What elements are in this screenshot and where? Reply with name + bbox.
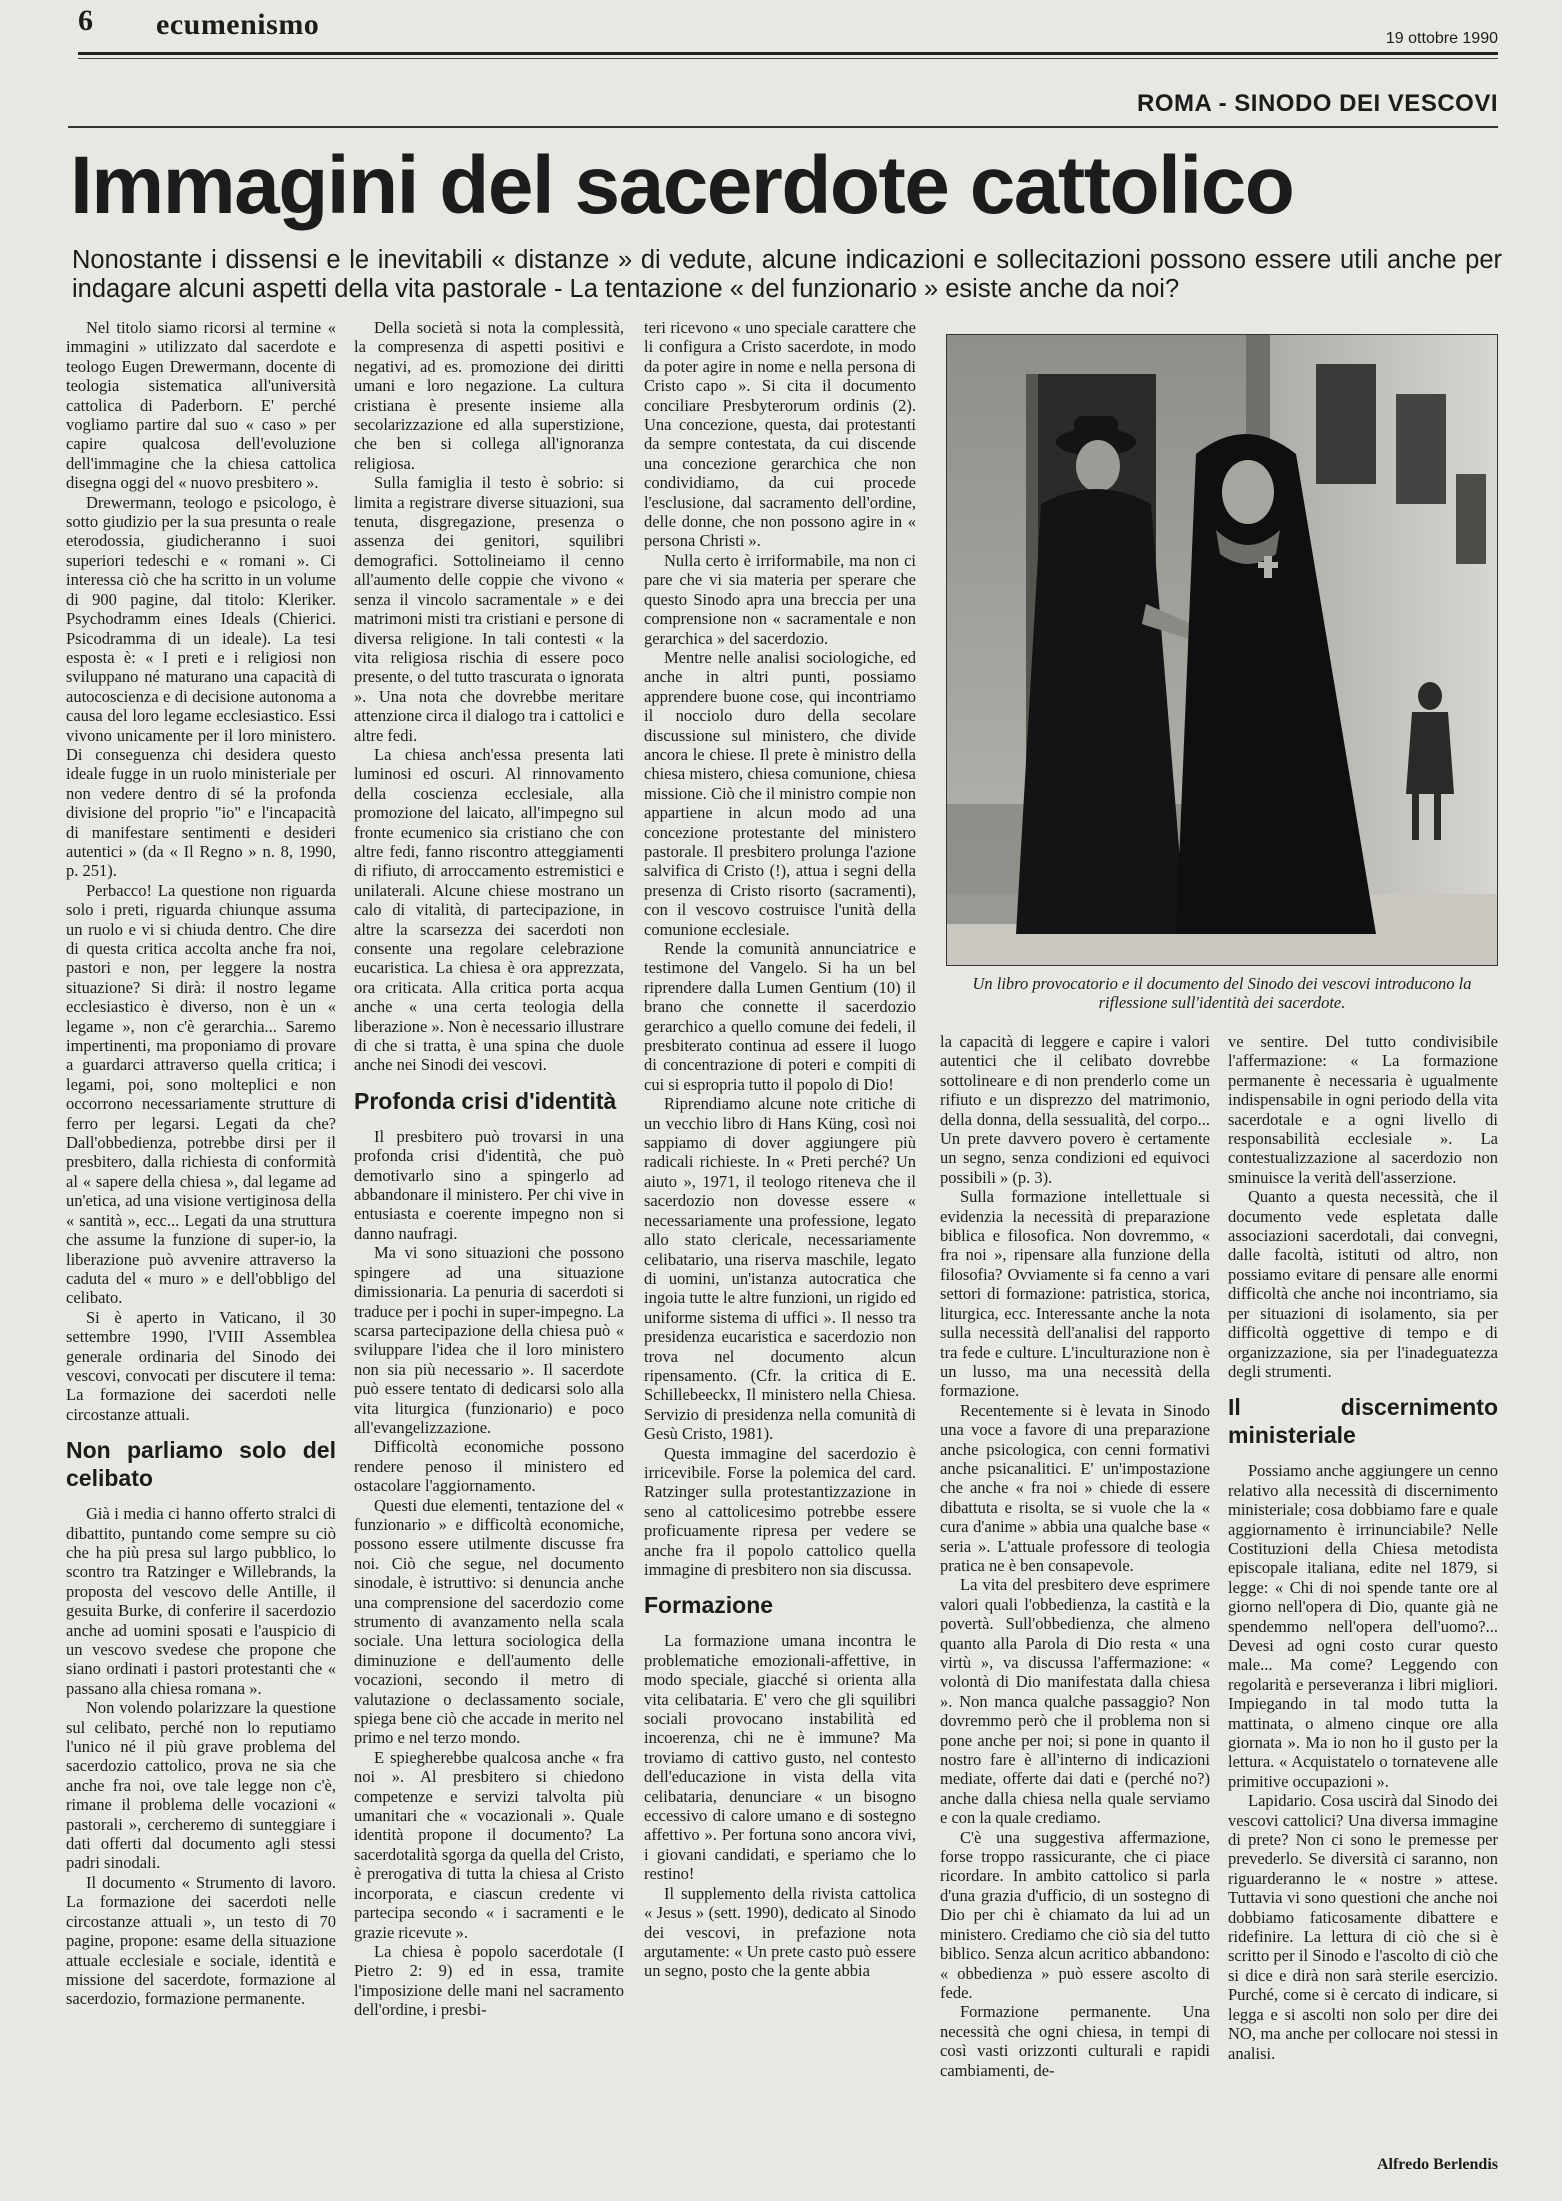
photo-window <box>1396 394 1446 504</box>
paragraph: Della società si nota la complessità, la compresenza di aspetti positivi e negativi, ad es. promozione dei diritti umani e loro negazione. La cultura cristiana è presente insieme alla secolarizzazione ed alla superstizione, che ben si collega all'ignoranza religiosa. <box>354 318 624 473</box>
paragraph: Non volendo polarizzare la questione sul celibato, perché non lo reputiamo l'unico né il più grave problema del sacerdozio cattolico, prova ne sia che anche fra noi, ove tale legge non c'è, rimane il problema delle vocazioni « pastorali », cercheremo di sunteggiare i dati offerti dal documento agli stessi padri sinodali. <box>66 1698 336 1873</box>
paragraph: Quanto a questa necessità, che il documento vede espletata dalle associazioni sacerdotali, dai convegni, dalle facoltà, istituti od altro, non possiamo evitare di pensare alle enormi difficoltà che anche noi incontriamo, sia per situazioni di isolamento, sia per difficoltà oggettive di tempo e di organizzazione, sia per l'inadeguatezza degli strumenti. <box>1228 1187 1498 1381</box>
paragraph: Drewermann, teologo e psicologo, è sotto giudizio per la sua presunta o reale eterodossia, giudicheranno i suoi superiori tedeschi e « romani ». Ci interessa ciò che ha scritto in un volume di 900 pagine, dal titolo: Kleriker. Psychodramm eines Ideals (Chierici. Psicodramma di un ideale). La tesi esposta è: « I preti e i religiosi non sviluppano né maturano una capacità di autocoscienza e di decisione autonoma a causa del loro legame ecclesiastico. Essi vivono unicamente per il loro ministero. Di conseguenza chi desidera questo ideale fugge in un ruolo ministeriale per non vedere dentro di sé la profonda divisione del proprio "io" e l'incapacità di manifestare sentimenti e desideri autentici » (da « Il Regno » n. 8, 1990, p. 251). <box>66 492 336 881</box>
paragraph: Il documento « Strumento di lavoro. La formazione dei sacerdoti nelle circostanze attuali », un testo di 70 pagine, propone: esame della situazione attuale ecclesiale e sociale, identità e missione del sacerdote, formazione al sacerdozio, formazione permanente. <box>66 1872 336 2009</box>
paragraph: la capacità di leggere e capire i valori autentici che il celibato dovrebbe sottolineare e di non prenderlo come un rifiuto e un disprezzo del matrimonio, della donna, della sessualità, del corpo... Un prete davvero povero è certamente un segno, senza condizioni ed equivoci possibili » (p. 3). <box>940 1032 1210 1187</box>
paragraph: La chiesa è popolo sacerdotale (I Pietro 2: 9) ed in essa, tramite l'imposizione delle mani nel sacramento dell'ordine, i presbi- <box>354 1941 624 2020</box>
paragraph: Recentemente si è levata in Sinodo una voce a favore di una preparazione anche psicologica, con cenni formativi anche psicanalitici. E' un'impostazione che anche « fra noi » chiede di essere dibattuta e risolta, se si vuole che la « cura d'anime » abbia una qualche base « seria ». L'attuale professore di teologia pratica ne è ben consapevole. <box>940 1400 1210 1575</box>
paragraph: Sulla famiglia il testo è sobrio: si limita a registrare diverse situazioni, sua tenuta, disgregazione, presenza o assenza dei genitori, squilibri demografici. Sottolineiamo il cenno all'aumento delle coppie che vivono « senza il vincolo sacramentale » e dei matrimoni misti tra cristiani e persone di diversa religione. In tali contesti « la vita religiosa rischia di essere poco presente, o del tutto trascurata o ignorata ». Una nota che dovrebbe meritare attenzione circa il dialogo tra i cattolici e altre fedi. <box>354 473 624 745</box>
paragraph: teri ricevono « uno speciale carattere che li configura a Cristo sacerdote, in modo da poter agire in nome e nella persona di Cristo capo ». Si cita il documento conciliare Presbyterorum ordinis (2). Una concezione, questa, dai protestanti da sempre contestata, da cui discende una concezione gerarchica che non condividiamo, da cui procede l'esclusione, dal sacramento dell'ordine, delle donne, che non possono agire in « persona Christi ». <box>644 318 916 551</box>
paragraph: Rende la comunità annunciatrice e testimone del Vangelo. Si ha un bel riprendere dalla Lumen Gentium (10) il brano che connette il sacerdozio gerarchico a quello comune dei fedeli, il presbiterato continua ad essere il luogo di concentrazione di poteri e compiti di cui si espropria tutto il popolo di Dio! <box>644 939 916 1094</box>
paragraph: Lapidario. Cosa uscirà dal Sinodo dei vescovi cattolici? Una diversa immagine di prete? Non ci sono le premesse per prevederlo. Se diversità ci saranno, non riguarderanno le « nostre » attese. Tuttavia vi sono questioni che anche noi dobbiamo faticosamente dibattere e ridefinire. La lettura di ciò che si è scritto per il Sinodo e l'ascolto di ciò che si dice e dirà non sarà sterile esercizio. Purché, come si è cercato di indicare, si legga e si ascolti non solo per dire dei NO, ma anche per collocare noi stessi in analisi. <box>1228 1791 1498 2063</box>
issue-date: 19 ottobre 1990 <box>1385 30 1498 47</box>
paragraph: E spiegherebbe qualcosa anche « fra noi ». Al presbitero si chiedono competenze e servizi talvolta più umanitari che « vocazionali ». Quale identità propone il documento? La sacerdotalità sgorga da quella del Cristo, è prerogativa di tutta la chiesa al Cristo incorporata, e ciascun credente vi partecipa secondo « i sacramenti e le grazie ricevute ». <box>354 1747 624 1942</box>
paragraph: Già i media ci hanno offerto stralci di dibattito, puntando come sempre su ciò che ha più presa sul largo pubblico, lo scontro tra Ratzinger e Willebrands, la proposta del vescovo delle Antille, il gesuita Burke, di conferire il sacerdozio anche ad uomini sposati e l'auspicio di un vescovo svedese che propone che siano ordinati i pastori protestanti che « passano alla chiesa romana ». <box>66 1504 336 1698</box>
paragraph: La vita del presbitero deve esprimere valori quali l'obbedienza, la castità e la povertà. Sull'obbedienza, che almeno quanto alla Parola di Dio resta « una virtù », va discussa l'affermazione: « volontà di Dio manifestata dalla chiesa ». Non manca qualche passaggio? Non dovremmo però che il problema non si pone anche per noi; si pone in quanto il nostro fare è all'interno di indicazioni mediate, offerte dai dati e (perché no?) anche dalla chiesa nella quale serviamo e con la quale crediamo. <box>940 1575 1210 1828</box>
paragraph: Il presbitero può trovarsi in una profonda crisi d'identità, che può demotivarlo sino a spingerlo ad abbandonare il ministero. Per chi vive in entusiasta e coerente impegno non si danno naufragi. <box>354 1126 624 1243</box>
kicker-rule <box>68 126 1498 128</box>
paragraph: Si è aperto in Vaticano, il 30 settembre 1990, l'VIII Assemblea generale ordinaria del Sinodo dei vescovi, convocati per discutere il tema: La formazione dei sacerdoti nelle circostanze attuali. <box>66 1307 336 1424</box>
section-name: ecumenismo <box>156 8 320 41</box>
photo-clergy <box>946 334 1498 966</box>
paragraph: ve sentire. Del tutto condivisibile l'affermazione: « La formazione permanente è necessaria è ugualmente indispensabile in ogni periodo della vita sacerdotale e a ogni livello di responsabilità ecclesiale ». La contestualizzazione al sacerdozio non sminuisce la verità dell'asserzione. <box>1228 1032 1498 1187</box>
article-column-4 <box>940 1032 1210 2152</box>
paragraph: Nulla certo è irriformabile, ma non ci pare che vi sia materia per sperare che questo Sinodo apra una breccia per una comprensione non « sacramentale e non gerarchica » del sacerdozio. <box>644 550 916 648</box>
subheading: Formazione <box>644 1592 774 1619</box>
paragraph: Formazione permanente. Una necessità che ogni chiesa, in tempi di così vasti orizzonti culturali e rapidi cambiamenti, de- <box>940 2002 1210 2080</box>
author-signature: Alfredo Berlendis <box>1376 2156 1498 2173</box>
paragraph: C'è una suggestiva affermazione, forse troppo rassicurante, che ci piace ricordare. In ambito cattolico si parla d'una grazia d'ufficio, di un sostegno di Dio per chi è chiamato da lui ad un ministero. Crediamo che ciò sia del tutto biblico. Senza alcun acritico abbandono: « obbedienza » può essere ascolto di fede. <box>940 1827 1210 2002</box>
paragraph: Questi due elementi, tentazione del « funzionario » e difficoltà economiche, possono essere utilmente discusse fra noi. Ciò che segue, nel documento sinodale, è istruttivo: si denuncia anche una comprensione del sacerdozio come strumento di avanzamento nella scala sociale. Una lettura sociologica della diminuzione e dell'aumento delle vocazioni, secondo il metro di valutazione o declassamento sociale, spiega bene ciò che accade in merito nel primo e nel terzo mondo. <box>354 1495 624 1748</box>
article-kicker: ROMA - SINODO DEI VESCOVI <box>1137 90 1498 117</box>
paragraph: Difficoltà economiche possono rendere penoso il ministero ed ostacolare l'aggiornamento. <box>354 1437 624 1496</box>
masthead-rule-thin <box>78 58 1498 59</box>
paragraph: Ma vi sono situazioni che possono spingere ad una situazione dimissionaria. La penuria di sacerdoti si traduce per i pochi in super-impegno. La scarsa partecipazione della chiesa può « sviluppare l'idea che il loro ministero non sia più necessario ». Il sacerdote può essere tentato di dedicarsi solo alla vita liturgica (funzionario) e poco all'evangelizzazione. <box>354 1243 624 1437</box>
photo-window <box>1316 364 1376 484</box>
masthead <box>78 4 1498 48</box>
article-subhead: Nonostante i dissensi e le inevitabili « distanze » di vedute, alcune indicazioni e sollecitazioni possono essere utili anche per indagare alcuni aspetti della vita pastorale - La tentazione « del funzionario » esiste anche da noi? <box>72 246 1502 303</box>
subheading: Non parliamo solo del celibato <box>66 1437 336 1492</box>
subheading: Il discernimento ministeriale <box>1228 1394 1498 1449</box>
paragraph: Possiamo anche aggiungere un cenno relativo alla necessità di discernimento ministeriale; cosa dobbiamo fare e quale aggiornamento è irrinunciabile? Nelle Costituzioni della Chiesa metodista episcopale italiana, edite nel 1879, si legge: « Chi di noi spende tante ore al giorno nell'opera di Dio, quante già ne spendemmo nell'opera dell'uomo?... Devesi ad ogni costo curar questo male... Ma come? Leggendo con regolarità e perseveranza i libri migliori. Impiegando in tal modo tutta la mattinata, o almeno cinque ore alla giornata ». Ma io non ho il gusto per la lettura. « Acquistatelo o tornatevene alle primitive occupazioni ». <box>1228 1461 1498 1791</box>
photo-caption: Un libro provocatorio e il documento del Sinodo dei vescovi introducono la riflessione sull'identità dei sacerdote. <box>972 974 1472 1012</box>
paragraph: Mentre nelle analisi sociologiche, ed anche in altri punti, possiamo apprendere buone cose, qui incontriamo il nocciolo duro della secolare discussione sul ministero, che divide ancora le chiese. Il prete è ministro della chiesa mistero, chiesa comunione, chiesa missione. Ciò che il ministro compie non appartiene in alcun modo ad una concezione protestante del ministero pastorale. Il presbitero prolunga l'azione salvifica di Cristo (!), attua i segni della presenza di Cristo risorto (sacramenti), con il vescovo costruisce l'unità della comunione ecclesiale. <box>644 647 916 939</box>
paragraph: La chiesa anch'essa presenta lati luminosi ed oscuri. Al rinnovamento della coscienza ecclesiale, alla promozione del laicato, all'impegno sul fronte ecumenico sia cristiano che con altre fedi, fanno riscontro atteggiamenti di rifiuto, di arroccamento estremistici e unilaterali. Alcune chiese mostrano un calo di vitalità, di partecipazione, in altre la scarsezza dei sacerdoti non consente una regolare celebrazione eucaristica. La chiesa è ora apprezzata, ora criticata. Alla critica porta acqua anche « una certa teologia della liberazione ». Non è necessario illustrare di che si tratta, è una spina che duole anche nei Sinodi dei vescovi. <box>354 744 624 1075</box>
article-column-5 <box>1228 1032 1498 2152</box>
page-number: 6 <box>78 4 93 37</box>
paragraph: Nel titolo siamo ricorsi al termine « immagini » utilizzato dal sacerdote e teologo Eugen Drewermann, docente di teologia sistematica all'università cattolica di Paderborn. E' perché vogliamo partire dal suo « caso » per capire qualcosa dell'evoluzione dell'immagine che la chiesa cattolica disegna oggi del « nuovo presbitero ». <box>66 318 336 493</box>
paragraph: Riprendiamo alcune note critiche di un vecchio libro di Hans Küng, così noi sappiamo di dover aggiungere più radicali richieste. In « Preti perché? Un aiuto », 1971, il teologo riteneva che il sacerdozio non dovesse essere « necessariamente una professione, legato allo stato clericale, necessariamente celibatario, una riserva maschile, legato di uomini, un'istanza autocratica che ingoia tutte le altre funzioni, un rigido ed uniforme sistema di uffici ». Il nesso tra presidenza eucaristica e sacerdozio non trova nel documento alcun ripensamento. (Cfr. la critica di E. Schillebeeckx, Il ministero nella Chiesa. Servizio di presidenza nella comunità di Gesù Cristo, 1981). <box>644 1094 916 1444</box>
article-column-1 <box>66 318 336 2148</box>
paragraph: La formazione umana incontra le problematiche emozionali-affettive, in modo speciale, giacché si orienta alla vita celibataria. E' vero che gli squilibri sociali provocano instabilità ed incoerenza, chi ne è immune? Ma troviamo di cattivo gusto, nel contesto dell'educazione in vista della vita celibataria, denunciare « un bisogno eccessivo di calore umano e di sostegno affettivo ». Per fortuna sono ancora vivi, i giovani candidati, e speriamo che lo restino! <box>644 1631 916 1884</box>
photo-window <box>1456 474 1486 564</box>
article-column-2 <box>354 318 624 2148</box>
paragraph: Perbacco! La questione non riguarda solo i preti, riguarda chiunque assuma un ruolo e vi si chiuda dentro. Che dire di questa critica accolta anche fra noi, pastori e non, per leggere la nostra situazione? Si dirà: il nostro legame ecclesiastico è diverso, non è un « legame », non c'è gerarchia... Saremo impertinenti, ma proponiamo di provare a guardarci attraverso quella critica; i legami, poi, sono molteplici e non occorrono necessariamente strutture di ferro per legarsi. Legati da che? Dall'obbedienza, potrebbe dirsi per il presbitero, dalla richiesta di conformità al « sapere della chiesa », dal legame ad un'etica, ad una visione vertiginosa della « santità », ecc... Legati da una struttura che assume la funzione di super-io, la liberazione può avvenire attraverso la caduta del « muro » e dell'obbligo del celibato. <box>66 880 336 1308</box>
subheading: Profonda crisi d'identità <box>354 1087 617 1114</box>
paragraph: Il supplemento della rivista cattolica « Jesus » (sett. 1990), dedicato al Sinodo dei vescovi, in prefazione nota argutamente: « Un prete casto può essere un segno, posto che la gente abbia <box>644 1883 916 1981</box>
paragraph: Sulla formazione intellettuale si evidenzia la necessità di preparazione biblica e filosofica. Non dovremmo, « fra noi », ripensare alla funzione della filosofia? Ovviamente si fa cenno a vari settori di formazione: patristica, storica, liturgica, ecc. Interessante anche la nota sulla necessità dell'analisi del rapporto tra fede e culture. L'inculturazione non è un lusso, ma una necessità della formazione. <box>940 1187 1210 1401</box>
article-column-3 <box>644 318 916 2148</box>
paragraph: Questa immagine del sacerdozio è irricevibile. Forse la polemica del card. Ratzinger sulla protestantizzazione in seno al cattolicesimo potrebbe essere proficuamente ripresa per vedere se anche fra il popolo cattolico quella immagine di presbitero non sia discussa. <box>644 1443 916 1579</box>
article-headline: Immagini del sacerdote cattolico <box>70 140 1294 231</box>
masthead-rule <box>78 52 1498 55</box>
